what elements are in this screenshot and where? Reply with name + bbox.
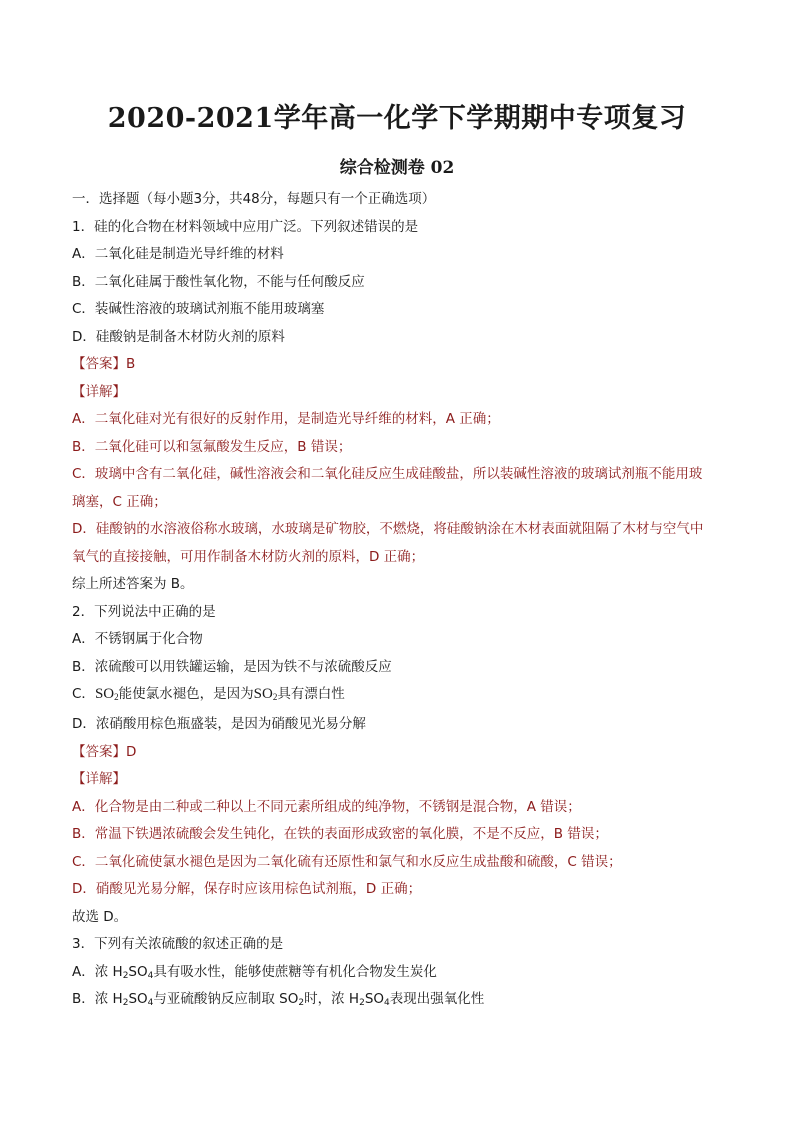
q1-option-d: D．硅酸钠是制备木材防火剂的原料 bbox=[72, 328, 285, 345]
q2-option-c: C．$SO_2$能使氯水褪色，是因为$SO_2$具有漂白性 bbox=[72, 686, 345, 702]
q1-answer bbox=[72, 355, 732, 374]
q1-detail-line: 璃塞，C 正确； bbox=[72, 493, 167, 510]
q2-detail-tag: 【详解】 bbox=[72, 771, 126, 787]
q1-option-b: B．二氧化硅属于酸性氧化物，不能与任何酸反应 bbox=[72, 273, 365, 290]
q3-stem: 3．下列有关浓硫酸的叙述正确的是 bbox=[72, 936, 284, 952]
q1-detail-line: A．二氧化硅对光有很好的反射作用，是制造光导纤维的材料，A 正确； bbox=[72, 411, 500, 427]
document-body bbox=[72, 190, 732, 1018]
page-subtitle: 综合检测卷 02 bbox=[339, 158, 455, 178]
q1-detail-line: C．玻璃中含有二氧化硅，碱性溶液会和二氧化硅反应生成硅酸盐，所以装碱性溶液的玻璃试剂瓶不能用玻 bbox=[72, 466, 703, 482]
q2-answer bbox=[72, 743, 732, 762]
q3-option-a: A．浓 $H_2SO_4$具有吸水性，能够使蔗糖等有机化合物发生炭化 bbox=[72, 963, 437, 981]
q1-detail-line: 氧气的直接接触，可用作制备木材防火剂的原料，D 正确； bbox=[72, 548, 425, 565]
answer-value: D bbox=[126, 743, 137, 760]
q1-detail-line: B．二氧化硅可以和氢氟酸发生反应，B 错误； bbox=[72, 438, 352, 455]
q1-detail-line: D．硅酸钠的水溶液俗称水玻璃，水玻璃是矿物胶，不燃烧，将硅酸钠涂在木材表面就阻隔了木材与空气中 bbox=[72, 521, 704, 537]
q2-detail-line: C．二氧化硫使氯水褪色是因为二氧化硫有还原性和氯气和水反应生成盐酸和硫酸，C 错误； bbox=[72, 853, 622, 870]
q2-option-d: D．浓硝酸用棕色瓶盛装，是因为硝酸见光易分解 bbox=[72, 716, 366, 732]
q1-summary: 综上所述答案为 B。 bbox=[72, 576, 194, 592]
q2-detail-line: B．常温下铁遇浓硫酸会发生钝化，在铁的表面形成致密的氧化膜，不是不反应，B 错误； bbox=[72, 826, 608, 842]
answer-tag: 【答案】 bbox=[72, 743, 126, 760]
section-heading: 一．选择题（每小题3分，共48分，每题只有一个正确选项） bbox=[72, 191, 436, 207]
q1-detail-tag: 【详解】 bbox=[72, 383, 126, 400]
answer-tag: 【答案】 bbox=[72, 356, 126, 372]
q2-detail-line: D．硝酸见光易分解，保存时应该用棕色试剂瓶，D 正确； bbox=[72, 881, 422, 897]
q2-option-b: B．浓硫酸可以用铁罐运输，是因为铁不与浓硫酸反应 bbox=[72, 658, 392, 675]
page-title: 2020-2021学年高一化学下学期期中专项复习 bbox=[107, 103, 687, 134]
q2-summary: 故选 D。 bbox=[72, 908, 128, 925]
q2-stem: 2．下列说法中正确的是 bbox=[72, 603, 216, 620]
q1-option-a: A．二氧化硅是制造光导纤维的材料 bbox=[72, 246, 284, 262]
q1-option-c: C．装碱性溶液的玻璃试剂瓶不能用玻璃塞 bbox=[72, 301, 325, 317]
answer-value: B bbox=[126, 356, 136, 372]
q3-option-b: B．浓 $H_2SO_4$与亚硫酸钠反应制取 $SO_2$时，浓 $H_2SO_4$表现出强氧化性 bbox=[72, 991, 485, 1008]
q1-stem: 1．硅的化合物在材料领域中应用广泛。下列叙述错误的是 bbox=[72, 218, 419, 235]
so2-formula: $SO_2$ bbox=[94, 686, 119, 702]
q2-detail-line: A．化合物是由二种或二种以上不同元素所组成的纯净物，不锈钢是混合物，A 错误； bbox=[72, 798, 581, 815]
q2-option-a: A．不锈钢属于化合物 bbox=[72, 631, 203, 647]
so2-formula: $SO_2$ bbox=[253, 686, 278, 702]
